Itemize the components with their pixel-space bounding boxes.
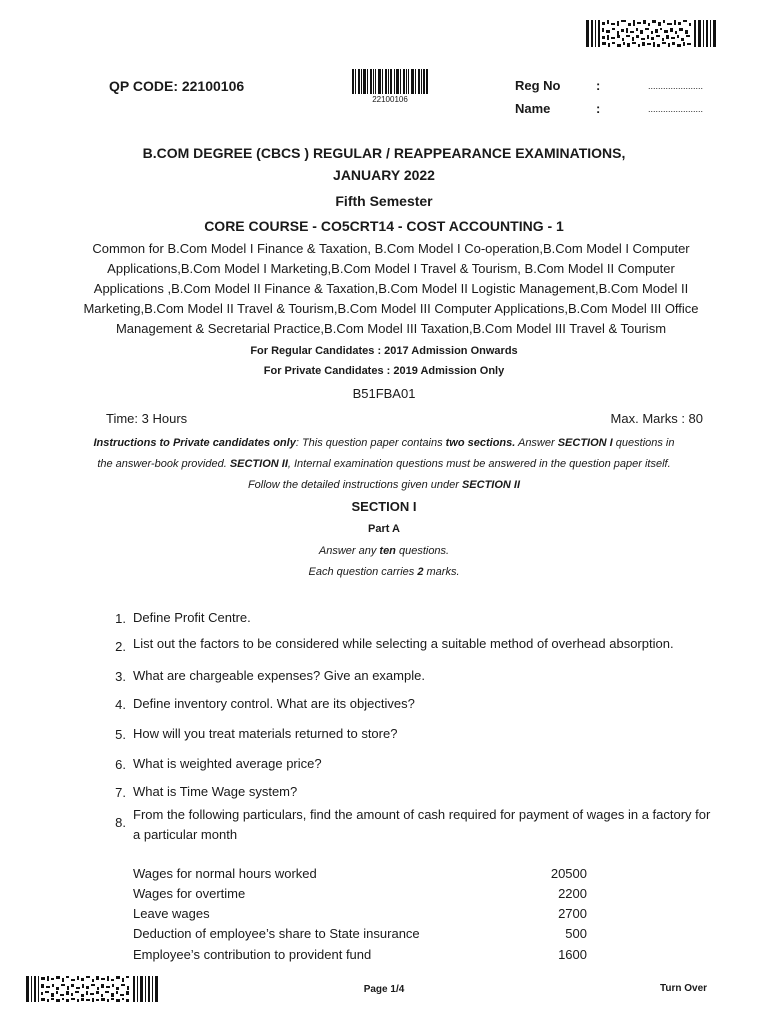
question-text: How will you treat materials returned to store? xyxy=(133,726,398,741)
question-text: List out the factors to be considered while selecting a suitable method of overhead absorption. xyxy=(133,636,674,651)
part-title: Part A xyxy=(368,523,400,535)
qp-code: QP CODE: 22100106 xyxy=(109,78,245,94)
instructions xyxy=(60,433,708,496)
question-number: 7. xyxy=(115,785,126,800)
question-number: 5. xyxy=(115,727,126,742)
exam-title-line1: B.COM DEGREE (CBCS ) REGULAR / REAPPEARANCE EXAMINATIONS, xyxy=(142,145,626,161)
question-number: 2. xyxy=(115,639,126,654)
instruction-line-1: Instructions to Private candidates only: This question paper contains two sections. Answer SECTION I questions in xyxy=(93,437,675,449)
question-number: 6. xyxy=(115,757,126,772)
question-text: Define Profit Centre. xyxy=(133,610,251,625)
common-for-block xyxy=(70,239,712,339)
table-row: Employee’s contribution to provident fund 1600 xyxy=(133,947,587,962)
instruction-line-3: Follow the detailed instructions given under SECTION II xyxy=(247,479,521,491)
reg-no-label: Reg No xyxy=(515,78,561,93)
section-title: SECTION I xyxy=(351,499,417,514)
question-text: What are chargeable expenses? Give an example. xyxy=(133,668,425,683)
linear-barcode xyxy=(352,69,428,94)
table-row: Wages for overtime 2200 xyxy=(133,886,587,901)
course-title: CORE COURSE - CO5CRT14 - COST ACCOUNTING - 1 xyxy=(204,218,564,234)
question-number: 1. xyxy=(115,611,126,626)
private-candidates: For Private Candidates : 2019 Admission Only xyxy=(263,365,505,377)
barcode-number: 22100106 xyxy=(372,95,408,104)
question-number: 4. xyxy=(115,697,126,712)
common-line: Applications ,B.Com Model II Finance & Taxation,B.Com Model II Logistic Management,B.Com Model II xyxy=(93,281,689,296)
common-line: Marketing,B.Com Model II Travel & Tourism,B.Com Model III Computer Applications,B.Com Model III Office xyxy=(83,301,699,316)
common-line: Management & Secretarial Practice,B.Com Model III Taxation,B.Com Model III Travel & Tourism xyxy=(115,321,667,336)
reg-no-field[interactable]: ...................... xyxy=(648,81,704,91)
exam-title-line2: JANUARY 2022 xyxy=(333,167,435,183)
question-text: From the following particulars, find the amount of cash required for payment of wages in a factory for a particular month xyxy=(133,807,711,842)
turn-over: Turn Over xyxy=(660,983,708,994)
question-number: 8. xyxy=(115,815,126,830)
table-row: Deduction of employee’s share to State insurance 500 xyxy=(133,926,587,941)
name-label: Name xyxy=(515,101,551,116)
question-text: Define inventory control. What are its objectives? xyxy=(133,696,415,711)
page-number: Page 1/4 xyxy=(363,984,405,995)
top-2d-barcode xyxy=(586,20,718,47)
question-number: 3. xyxy=(115,669,126,684)
question-text: What is weighted average price? xyxy=(133,756,322,771)
marks-each: Each question carries 2 marks. xyxy=(308,566,460,578)
max-marks: Max. Marks : 80 xyxy=(610,411,703,426)
name-field[interactable]: ...................... xyxy=(648,104,704,114)
time-allowed: Time: 3 Hours xyxy=(106,411,188,426)
instruction-line-2: the answer-book provided. SECTION II, Internal examination questions must be answered in the question paper itself. xyxy=(97,458,671,470)
table-row: Leave wages 2700 xyxy=(133,906,587,921)
common-line: Applications,B.Com Model I Marketing,B.Com Model I Travel & Tourism, B.Com Model II Computer xyxy=(107,261,675,276)
paper-code: B51FBA01 xyxy=(352,386,416,401)
table-row: Wages for normal hours worked 20500 xyxy=(133,866,587,881)
question-text: What is Time Wage system? xyxy=(133,784,298,799)
answer-any: Answer any ten questions. xyxy=(318,545,450,557)
name-colon: : xyxy=(596,101,601,116)
regular-candidates: For Regular Candidates : 2017 Admission Onwards xyxy=(250,345,518,357)
semester: Fifth Semester xyxy=(335,193,433,209)
reg-no-colon: : xyxy=(596,78,601,93)
common-line: Common for B.Com Model I Finance & Taxation, B.Com Model I Co-operation,B.Com Model I Computer xyxy=(92,241,690,256)
